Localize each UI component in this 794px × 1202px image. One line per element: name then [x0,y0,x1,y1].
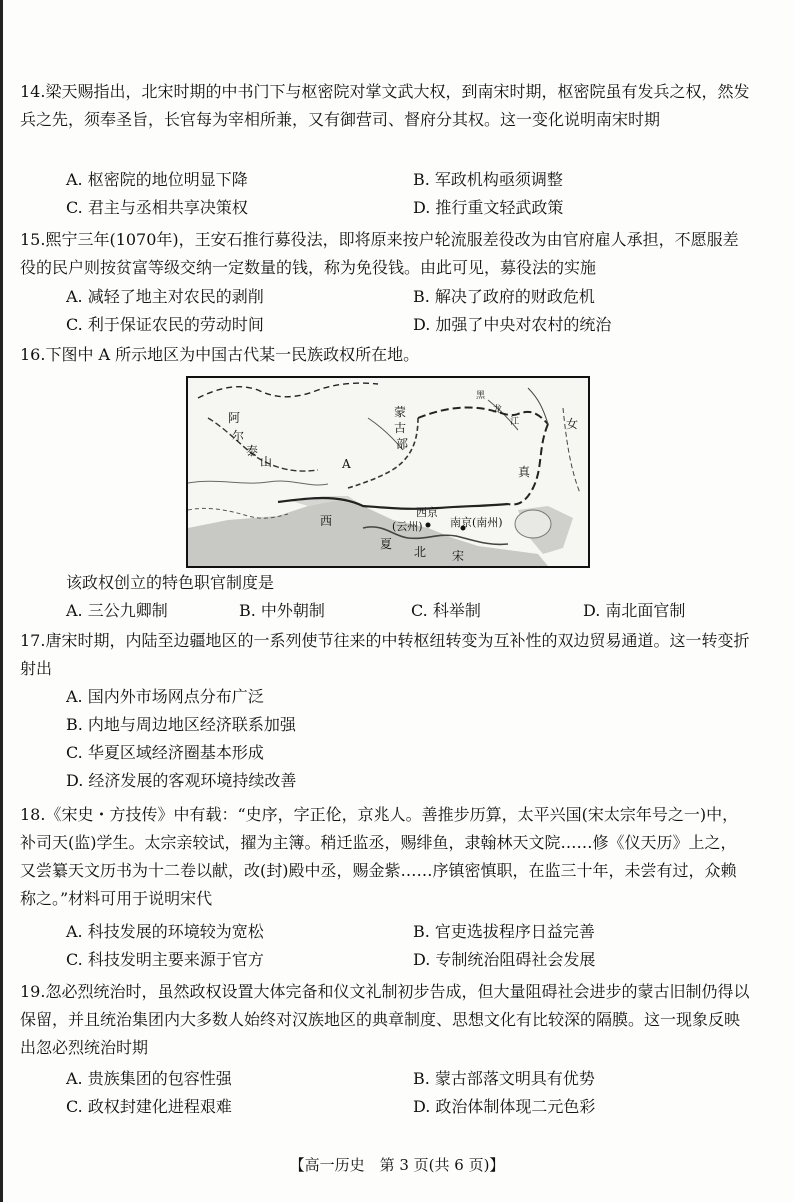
option-17-c[interactable]: C. 华夏区域经济圈基本形成 [66,743,264,762]
option-18-c[interactable]: C. 科技发明主要来源于官方 [66,950,264,969]
option-18-b[interactable]: B. 官吏选拔程序日益完善 [413,922,595,941]
label-a: A [342,457,351,471]
option-16-b[interactable]: B. 中外朝制 [239,601,325,620]
label-h1: 黑 [476,391,486,401]
label-xijing: 西京 [416,506,438,519]
question-17-stem: 17.唐宋时期，内陆至边疆地区的一系列使节往来的中转枢纽转变为互补性的双边贸易通道。这一转变折射出 [20,631,750,678]
label-b2: 宋 [452,549,465,563]
question-16-options [66,597,746,625]
question-16-followup: 该政权创立的特色职官制度是 [66,573,275,592]
option-14-b[interactable]: B. 军政机构亟须调整 [413,170,563,189]
question-16-stem: 16.下图中 A 所示地区为中国古代某一民族政权所在地。 [20,345,420,364]
question-18-options [66,918,746,974]
option-16-a[interactable]: A. 三公九卿制 [66,601,168,620]
label-a3: 泰 [246,444,259,458]
label-h3: 江 [510,417,520,427]
option-16-d[interactable]: D. 南北面官制 [583,601,686,620]
xijing-dot [426,523,431,528]
option-18-a[interactable]: A. 科技发展的环境较为宽松 [66,922,264,941]
label-n2: 真 [518,465,531,479]
heilongjiang-river [528,388,548,424]
question-18-stem: 18.《宋史・方技传》中有载：“史序，字正伦，京兆人。善推步历算，太平兴国(宋太宗年号之一)中，补司天(监)学生。太宗亲较试，擢为主簿。稍迁监丞，赐绯鱼，隶翰林天文院……修《仪天历》上之，又尝纂天文历书为十二卷以献，改(封)殿中丞，赐金紫……序镇密慎职，在监三十年，未尝有过，众赖称之。”材料可用于说明宋代 [20,805,739,908]
question-19-options [66,1065,746,1121]
option-16-c[interactable]: C. 科举制 [411,601,481,620]
option-14-a[interactable]: A. 枢密院的地位明显下降 [66,170,248,189]
bohai-sea [515,510,551,538]
northern-border [198,383,378,398]
option-17-d[interactable]: D. 经济发展的客观环境持续改善 [66,771,297,790]
question-14-stem: 14.梁天赐指出，北宋时期的中书门下与枢密院对掌文武大权，到南宋时期，枢密院虽有发兵之权，然发兵之先，须奉圣旨，长官每为宰相所兼，又有御营司、督府分其权。这一变化说明南宋时期 [20,82,750,129]
option-19-a[interactable]: A. 贵族集团的包容性强 [66,1069,232,1088]
question-17-options [66,683,746,795]
option-17-a[interactable]: A. 国内外市场网点分布广泛 [66,687,264,706]
label-m3: 部 [396,437,409,451]
question-19-stem: 19.忽必烈统治时，虽然政权设置大体完备和仪文礼制初步告成，但大量阻碍社会进步的蒙古旧制仍得以保留，并且统治集团内大多数人始终对汉族地区的典章制度、思想文化有比较深的隔膜。这一现象反映出忽必烈统治时期 [20,982,750,1057]
southern-shaded-region [188,500,548,566]
mongol-border [418,407,548,424]
label-a2: 尔 [232,429,245,443]
label-b1: 北 [414,545,427,559]
option-14-d[interactable]: D. 推行重文轻武政策 [413,198,564,217]
label-yunzhou: (云州) [392,520,423,533]
label-x2: 夏 [380,537,393,551]
option-18-d[interactable]: D. 专制统治阻碍社会发展 [413,950,596,969]
option-15-d[interactable]: D. 加强了中央对农村的统治 [413,315,612,334]
map-svg [188,378,588,566]
option-15-b[interactable]: B. 解决了政府的财政危机 [413,287,595,306]
option-17-b[interactable]: B. 内地与周边地区经济联系加强 [66,715,296,734]
label-m1: 蒙 [394,405,407,419]
historical-map [186,376,590,568]
label-nanjing: 南京(南州) [450,516,503,529]
label-m2: 古 [394,421,407,435]
river-3 [188,481,328,485]
label-x1: 西 [320,514,333,528]
question-14-options [66,166,746,222]
scan-edge [0,0,3,1202]
label-a4: 山 [260,455,273,469]
page-footer: 【高一历史 第 3 页(共 6 页)】 [289,1156,505,1174]
option-15-c[interactable]: C. 利于保证农民的劳动时间 [66,315,264,334]
option-19-d[interactable]: D. 政治体制体现二元色彩 [413,1097,596,1116]
option-15-a[interactable]: A. 减轻了地主对农民的剥削 [66,287,264,306]
inner-border [348,418,418,488]
question-15-stem: 15.熙宁三年(1070年)，王安石推行募役法，即将原来按户轮流服差役改为由官府雇人承担，不愿服差役的民户则按贫富等级交纳一定数量的钱，称为免役钱。由此可见，募役法的实施 [20,230,739,277]
question-15-options [66,283,746,339]
label-h2: 龙 [493,405,503,415]
label-n1: 女 [566,417,579,431]
option-19-b[interactable]: B. 蒙古部落文明具有优势 [413,1069,595,1088]
label-a1: 阿 [228,411,241,425]
option-14-c[interactable]: C. 君主与丞相共享决策权 [66,198,248,217]
option-19-c[interactable]: C. 政权封建化进程艰难 [66,1097,232,1116]
